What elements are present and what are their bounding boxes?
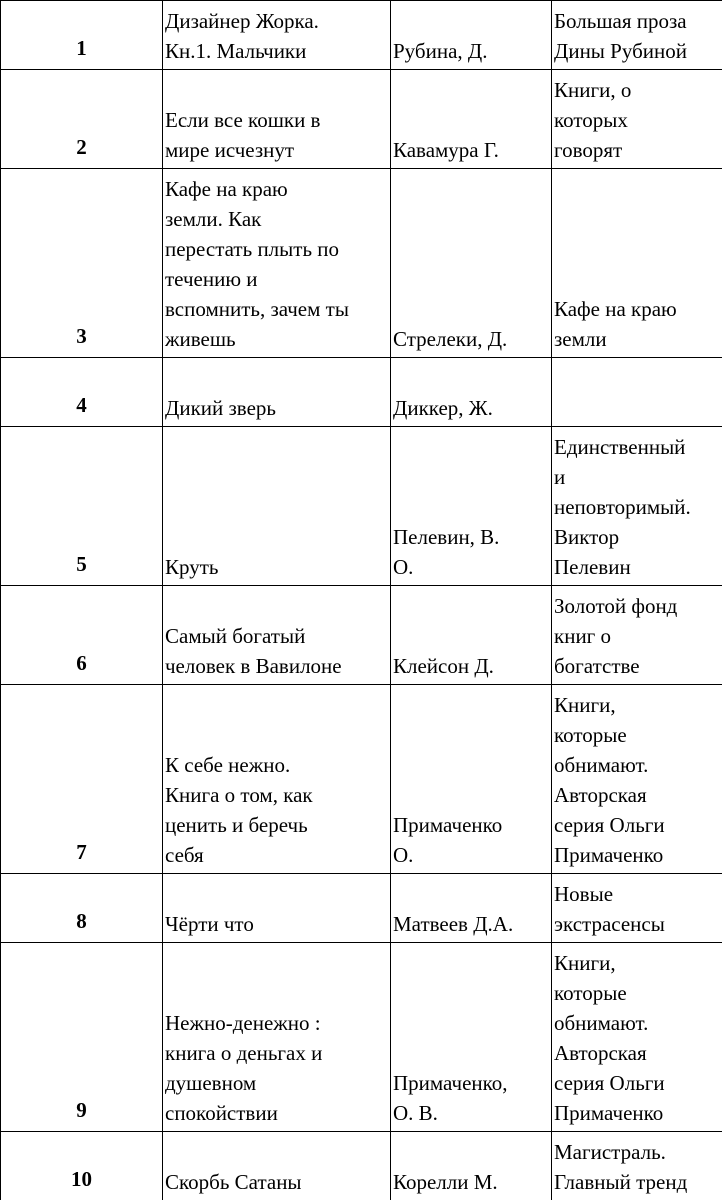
book-title: Нежно-денежно : книга о деньгах и душевном спокойствии	[163, 943, 391, 1132]
book-title: Круть	[163, 427, 391, 586]
book-series: Кафе на краю земли	[552, 169, 722, 358]
book-title: К себе нежно. Книга о том, как ценить и беречь себя	[163, 685, 391, 874]
row-number: 4	[1, 358, 163, 427]
book-series: Магистраль. Главный тренд	[552, 1132, 722, 1200]
table-row	[1, 358, 722, 427]
book-author: Рубина, Д.	[391, 1, 552, 70]
table-row	[1, 943, 722, 1132]
book-title: Дикий зверь	[163, 358, 391, 427]
row-number: 2	[1, 70, 163, 169]
book-series: Золотой фонд книг о богатстве	[552, 586, 722, 685]
row-number: 7	[1, 685, 163, 874]
table-row	[1, 70, 722, 169]
row-number: 10	[1, 1132, 163, 1200]
table-row	[1, 1, 722, 70]
book-author: Примаченко, О. В.	[391, 943, 552, 1132]
book-author: Кавамура Г.	[391, 70, 552, 169]
row-number: 1	[1, 1, 163, 70]
book-author: Примаченко О.	[391, 685, 552, 874]
book-title: Самый богатый человек в Вавилоне	[163, 586, 391, 685]
table-row	[1, 169, 722, 358]
book-title: Кафе на краю земли. Как перестать плыть по течению и вспомнить, зачем ты живешь	[163, 169, 391, 358]
book-series	[552, 358, 722, 427]
row-number: 8	[1, 874, 163, 943]
book-author: Стрелеки, Д.	[391, 169, 552, 358]
book-title: Дизайнер Жорка. Кн.1. Мальчики	[163, 1, 391, 70]
row-number: 6	[1, 586, 163, 685]
book-title: Чёрти что	[163, 874, 391, 943]
book-series: Единственный и неповторимый. Виктор Пелевин	[552, 427, 722, 586]
row-number: 5	[1, 427, 163, 586]
book-title: Если все кошки в мире исчезнут	[163, 70, 391, 169]
table-row	[1, 427, 722, 586]
table-row	[1, 685, 722, 874]
book-series: Книги, о которых говорят	[552, 70, 722, 169]
book-author: Клейсон Д.	[391, 586, 552, 685]
row-number: 9	[1, 943, 163, 1132]
book-author: Корелли М.	[391, 1132, 552, 1200]
book-series: Новые экстрасенсы	[552, 874, 722, 943]
table-row	[1, 874, 722, 943]
book-author: Пелевин, В. О.	[391, 427, 552, 586]
book-series: Большая проза Дины Рубиной	[552, 1, 722, 70]
table-row	[1, 1132, 722, 1200]
book-author: Диккер, Ж.	[391, 358, 552, 427]
row-number: 3	[1, 169, 163, 358]
book-author: Матвеев Д.А.	[391, 874, 552, 943]
table-row	[1, 586, 722, 685]
book-series: Книги, которые обнимают. Авторская серия Ольги Примаченко	[552, 943, 722, 1132]
book-series: Книги, которые обнимают. Авторская серия Ольги Примаченко	[552, 685, 722, 874]
book-title: Скорбь Сатаны	[163, 1132, 391, 1200]
